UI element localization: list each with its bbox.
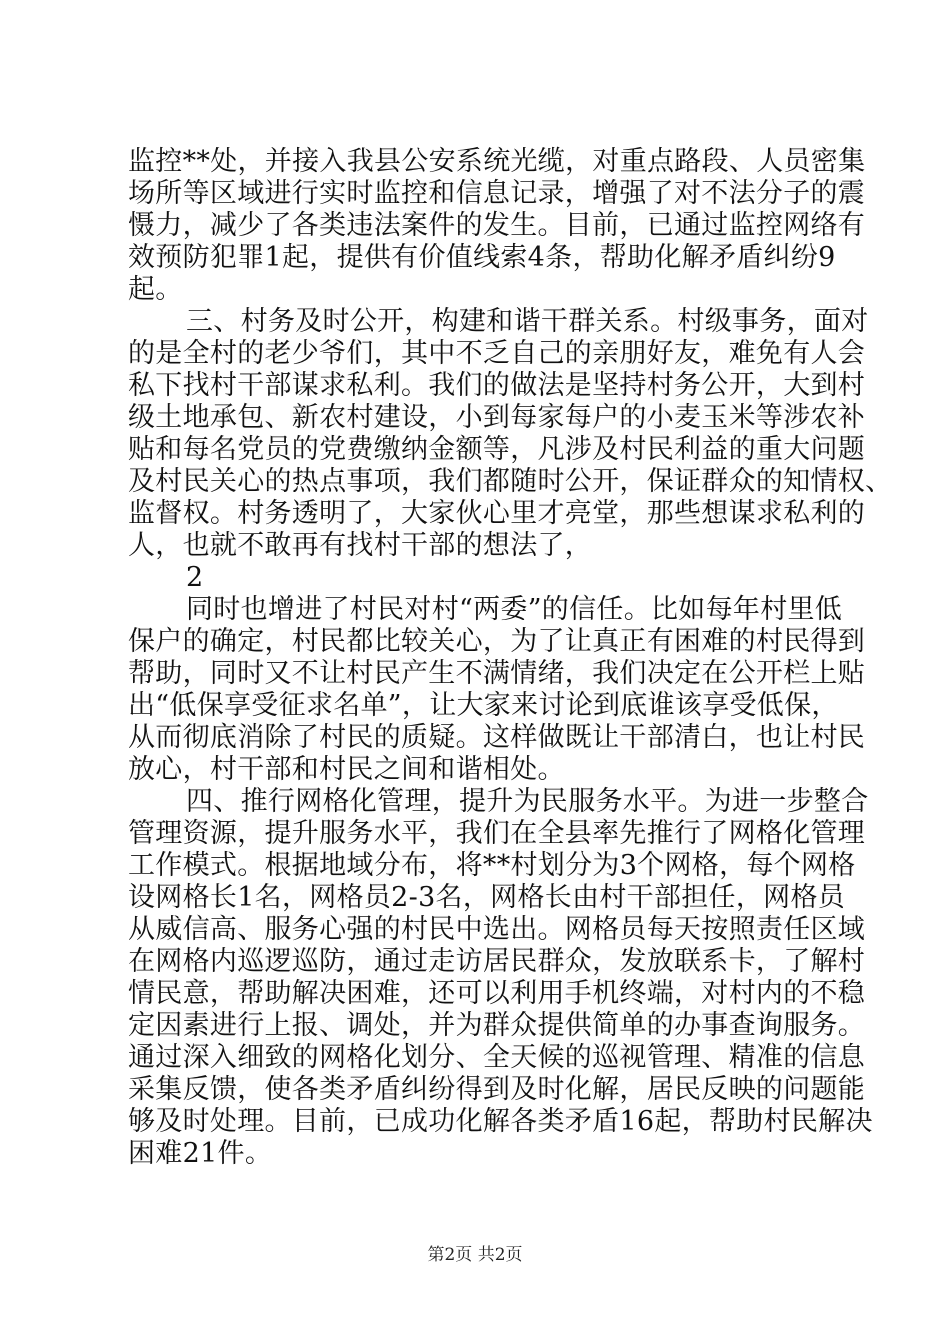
text-line: 级土地承包、新农村建设，小到每家每户的小麦玉米等涉农补 <box>128 402 866 433</box>
text-line: 困难21件。 <box>128 1138 273 1169</box>
text-line: 监控**处，并接入我县公安系统光缆，对重点路段、人员密集 <box>128 146 866 177</box>
text-line: 贴和每名党员的党费缴纳金额等，凡涉及村民利益的重大问题 <box>128 434 866 465</box>
text-line: 的是全村的老少爷们，其中不乏自己的亲朋好友，难免有人会 <box>128 338 866 369</box>
text-line: 起。 <box>128 274 183 305</box>
section-heading-line: 三、村务及时公开，构建和谐干群关系。村级事务，面对 <box>186 306 869 337</box>
text-line: 定因素进行上报、调处，并为群众提供简单的办事查询服务。 <box>128 1010 866 1041</box>
text-line: 够及时处理。目前，已成功化解各类矛盾16起，帮助村民解决 <box>128 1106 873 1137</box>
text-line: 帮助，同时又不让村民产生不满情绪，我们决定在公开栏上贴 <box>128 658 866 689</box>
page-number-inline: 2 <box>186 562 204 593</box>
text-line: 保户的确定，村民都比较关心，为了让真正有困难的村民得到 <box>128 626 866 657</box>
text-line: 效预防犯罪1起，提供有价值线索4条，帮助化解矛盾纠纷9 <box>128 242 836 273</box>
text-line: 慑力，减少了各类违法案件的发生。目前，已通过监控网络有 <box>128 210 866 241</box>
text-line: 出“低保享受征求名单”，让大家来讨论到底谁该享受低保， <box>128 690 839 721</box>
text-line: 通过深入细致的网格化划分、全天候的巡视管理、精准的信息 <box>128 1042 866 1073</box>
text-line: 从而彻底消除了村民的质疑。这样做既让干部清白，也让村民 <box>128 722 866 753</box>
text-line: 私下找村干部谋求私利。我们的做法是坚持村务公开，大到村 <box>128 370 866 401</box>
text-line: 场所等区域进行实时监控和信息记录，增强了对不法分子的震 <box>128 178 866 209</box>
document-body <box>128 146 893 1170</box>
text-line: 人，也就不敢再有找村干部的想法了， <box>128 530 593 561</box>
text-line: 同时也增进了村民对村“两委”的信任。比如每年村里低 <box>186 594 843 625</box>
text-line: 从威信高、服务心强的村民中选出。网格员每天按照责任区域 <box>128 914 866 945</box>
text-line: 情民意，帮助解决困难，还可以利用手机终端，对村内的不稳 <box>128 978 866 1009</box>
page-footer: 第2页 共2页 <box>427 1245 523 1265</box>
text-line: 管理资源，提升服务水平，我们在全县率先推行了网格化管理 <box>128 818 866 849</box>
text-line: 放心，村干部和村民之间和谐相处。 <box>128 754 565 785</box>
text-line: 工作模式。根据地域分布，将**村划分为3个网格，每个网格 <box>128 850 856 881</box>
text-line: 设网格长1名，网格员2-3名，网格长由村干部担任，网格员 <box>128 882 846 913</box>
text-line: 在网格内巡逻巡防，通过走访居民群众，发放联系卡，了解村 <box>128 946 866 977</box>
text-line: 采集反馈，使各类矛盾纠纷得到及时化解，居民反映的问题能 <box>128 1074 866 1105</box>
text-line: 监督权。村务透明了，大家伙心里才亮堂，那些想谋求私利的 <box>128 498 866 529</box>
text-line: 及村民关心的热点事项，我们都随时公开，保证群众的知情权、 <box>128 466 893 497</box>
section-heading-line: 四、推行网格化管理，提升为民服务水平。为进一步整合 <box>186 786 869 817</box>
